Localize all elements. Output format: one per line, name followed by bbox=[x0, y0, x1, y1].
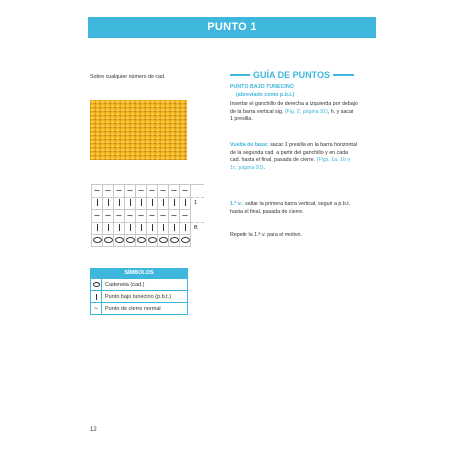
page-title-banner bbox=[88, 17, 376, 38]
vertical-bar-icon bbox=[108, 199, 109, 206]
p2-ref: (Figs. 1a, 1b y 1c, página 91) bbox=[230, 157, 351, 172]
chain-stitch-symbol bbox=[114, 235, 125, 247]
tunisian-simple-stitch-symbol bbox=[103, 198, 114, 210]
wave-icon: ∼ bbox=[159, 186, 167, 195]
vertical-bar-icon bbox=[174, 224, 175, 231]
intro-text: Sobre cualquier número de cad. bbox=[90, 74, 166, 80]
chain-stitch-symbol bbox=[125, 235, 136, 247]
repeat-instructions: Repetir la 1.ª v. para el motivo. bbox=[230, 232, 302, 238]
tunisian-simple-stitch-symbol bbox=[169, 223, 180, 235]
vertical-bar-icon bbox=[185, 224, 186, 231]
stitch-name: PUNTO BAJO TUNECINO bbox=[230, 84, 294, 90]
tunisian-simple-stitch-symbol bbox=[114, 223, 125, 235]
wave-icon: ∼ bbox=[170, 211, 178, 220]
wave-icon: ∼ bbox=[148, 211, 156, 220]
chart-row bbox=[92, 223, 205, 235]
symbol-row bbox=[91, 302, 187, 314]
tunisian-simple-stitch-symbol bbox=[92, 198, 103, 210]
closing-stitch-symbol bbox=[103, 210, 114, 223]
vertical-bar-icon bbox=[119, 199, 120, 206]
wave-icon: ∼ bbox=[159, 211, 167, 220]
oval-icon bbox=[115, 237, 124, 243]
vertical-bar-icon bbox=[152, 224, 153, 231]
tunisian-simple-stitch-symbol bbox=[125, 198, 136, 210]
closing-stitch-symbol bbox=[103, 185, 114, 198]
chain-stitch-symbol bbox=[92, 235, 103, 247]
p1-end: , h. y sacar 1 presilla. bbox=[230, 108, 354, 123]
page-title: PUNTO 1 bbox=[207, 21, 257, 33]
chain-stitch-symbol bbox=[169, 235, 180, 247]
vertical-bar-icon bbox=[130, 199, 131, 206]
closing-stitch-symbol bbox=[169, 185, 180, 198]
p2-text: sacar 1 presilla en la barra horizontal de la segunda cad. a partir del ganchillo y en cada cad. hasta el final, pasada de cierre. bbox=[230, 142, 357, 164]
stitch-swatch-image bbox=[90, 100, 187, 160]
chart-row bbox=[92, 235, 205, 247]
vertical-bar-icon bbox=[96, 294, 97, 300]
chart-row-label bbox=[191, 235, 205, 247]
page-number: 12 bbox=[90, 427, 97, 433]
closing-stitch-symbol bbox=[180, 185, 191, 198]
vertical-bar-icon bbox=[185, 199, 186, 206]
oval-icon bbox=[181, 237, 190, 243]
symbols-legend bbox=[90, 268, 188, 315]
wave-icon: ∼ bbox=[104, 211, 112, 220]
vertical-bar-icon bbox=[130, 224, 131, 231]
wave-icon: ∼ bbox=[93, 186, 101, 195]
tunisian-simple-stitch-symbol bbox=[114, 198, 125, 210]
symbol-row bbox=[91, 290, 187, 302]
tunisian-simple-stitch-symbol bbox=[136, 223, 147, 235]
wave-icon: ∼ bbox=[115, 186, 123, 195]
vertical-bar-icon bbox=[97, 199, 98, 206]
wave-icon: ∼ bbox=[126, 211, 134, 220]
closing-stitch-symbol bbox=[147, 210, 158, 223]
closing-stitch-symbol bbox=[158, 185, 169, 198]
vertical-bar-icon bbox=[141, 224, 142, 231]
stitch-chart bbox=[91, 184, 204, 247]
wave-icon: ∼ bbox=[93, 211, 101, 220]
guide-title bbox=[230, 70, 354, 80]
chain-stitch-symbol bbox=[158, 235, 169, 247]
closing-stitch-symbol bbox=[114, 210, 125, 223]
vertical-bar-icon bbox=[174, 199, 175, 206]
tunisian-simple-stitch-symbol bbox=[136, 198, 147, 210]
p2-label: Vuelta de base: bbox=[230, 142, 269, 148]
closing-stitch-symbol bbox=[180, 210, 191, 223]
tunisian-simple-stitch-symbol bbox=[103, 223, 114, 235]
oval-icon bbox=[126, 237, 135, 243]
wave-icon: ∼ bbox=[148, 186, 156, 195]
p3-text: saltar la primera barra vertical, seguir a p.b.t. hasta el final, pasada de cierre. bbox=[230, 201, 351, 215]
chain-stitch-symbol bbox=[180, 235, 191, 247]
p3-label: 1.ª v.: bbox=[230, 201, 244, 207]
tunisian-simple-stitch-symbol bbox=[169, 198, 180, 210]
oval-icon bbox=[148, 237, 157, 243]
tunisian-simple-stitch-symbol bbox=[92, 223, 103, 235]
symbols-title: SÍMBOLOS bbox=[91, 269, 187, 278]
wave-icon: ∼ bbox=[181, 211, 189, 220]
base-row-instructions bbox=[230, 142, 358, 173]
vertical-bar-icon bbox=[152, 199, 153, 206]
wave-icon: ∼ bbox=[115, 211, 123, 220]
vertical-bar-icon bbox=[119, 224, 120, 231]
oval-icon bbox=[104, 237, 113, 243]
tunisian-simple-stitch-symbol bbox=[180, 198, 191, 210]
title-rule-right bbox=[333, 74, 354, 75]
closing-stitch-symbol bbox=[92, 185, 103, 198]
closing-stitch-symbol bbox=[92, 210, 103, 223]
closing-stitch-symbol bbox=[169, 210, 180, 223]
symbol-icon-cell bbox=[91, 303, 102, 314]
closing-stitch-symbol bbox=[136, 210, 147, 223]
closing-stitch-symbol bbox=[125, 210, 136, 223]
closing-stitch-symbol bbox=[125, 185, 136, 198]
vertical-bar-icon bbox=[163, 224, 164, 231]
title-rule-left bbox=[230, 74, 250, 75]
vertical-bar-icon bbox=[108, 224, 109, 231]
symbol-label: Punto bajo tunecino (p.b.t.) bbox=[105, 293, 172, 300]
symbol-row bbox=[91, 278, 187, 290]
oval-icon bbox=[93, 282, 100, 287]
oval-icon bbox=[170, 237, 179, 243]
tunisian-simple-stitch-symbol bbox=[158, 198, 169, 210]
tunisian-simple-stitch-symbol bbox=[147, 198, 158, 210]
chain-stitch-symbol bbox=[136, 235, 147, 247]
row1-instructions bbox=[230, 201, 358, 216]
wave-icon: ∼ bbox=[137, 211, 145, 220]
closing-stitch-symbol bbox=[136, 185, 147, 198]
oval-icon bbox=[137, 237, 146, 243]
vertical-bar-icon bbox=[97, 224, 98, 231]
closing-stitch-symbol bbox=[114, 185, 125, 198]
vertical-bar-icon bbox=[141, 199, 142, 206]
symbol-label: Cadeneta (cad.) bbox=[105, 281, 145, 288]
wave-icon: ∼ bbox=[170, 186, 178, 195]
stitch-instructions bbox=[230, 101, 358, 124]
chart-row bbox=[92, 185, 205, 198]
chart-row-label: B bbox=[194, 225, 198, 232]
tunisian-simple-stitch-symbol bbox=[125, 223, 136, 235]
wave-icon: ∼ bbox=[93, 304, 99, 312]
oval-icon bbox=[159, 237, 168, 243]
chart-row bbox=[92, 210, 205, 223]
chain-stitch-symbol bbox=[147, 235, 158, 247]
tunisian-simple-stitch-symbol bbox=[147, 223, 158, 235]
wave-icon: ∼ bbox=[181, 186, 189, 195]
wave-icon: ∼ bbox=[104, 186, 112, 195]
chain-stitch-symbol bbox=[103, 235, 114, 247]
tunisian-simple-stitch-symbol bbox=[180, 223, 191, 235]
guide-title-text: GUÍA DE PUNTOS bbox=[253, 70, 331, 80]
symbol-icon-cell bbox=[91, 279, 102, 290]
wave-icon: ∼ bbox=[126, 186, 134, 195]
p2-end: . bbox=[263, 165, 266, 172]
chart-row-label bbox=[191, 185, 205, 198]
closing-stitch-symbol bbox=[158, 210, 169, 223]
vertical-bar-icon bbox=[163, 199, 164, 206]
stitch-abbreviation: (abreviado como p.b.t.) bbox=[236, 92, 295, 98]
tunisian-simple-stitch-symbol bbox=[158, 223, 169, 235]
chart-row-label: 1 bbox=[194, 200, 198, 207]
symbol-icon-cell bbox=[91, 291, 102, 302]
p1-ref: (Fig. 2, página 92) bbox=[284, 108, 328, 115]
wave-icon: ∼ bbox=[137, 186, 145, 195]
p1-text: Insertar el ganchillo de derecha a izquierda por debajo de la barra vertical sig. bbox=[230, 101, 358, 115]
oval-icon bbox=[93, 237, 102, 243]
symbol-label: Punto de cierre normal bbox=[105, 305, 161, 312]
closing-stitch-symbol bbox=[147, 185, 158, 198]
chart-row bbox=[92, 198, 205, 210]
chart-row-label bbox=[191, 210, 205, 223]
